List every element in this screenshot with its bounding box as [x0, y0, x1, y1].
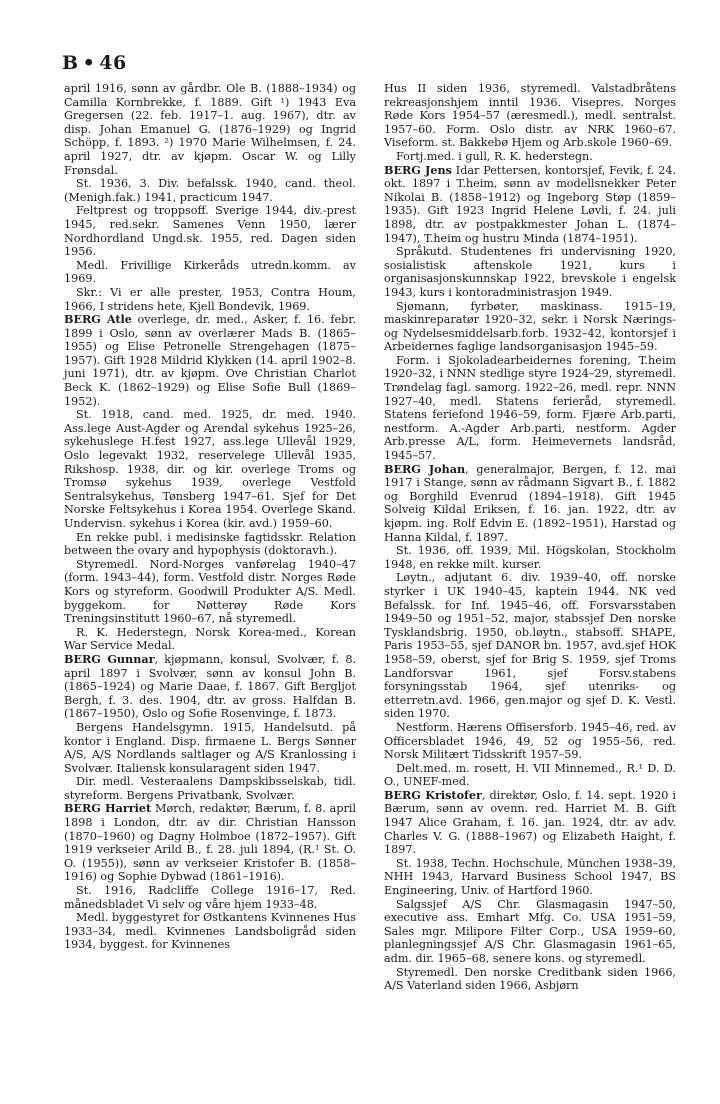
paragraph-text: St. 1936, off. 1939, Mil. Högskolan, Stockholm 1948, en rekke milt. kurser.	[384, 544, 676, 571]
paragraph	[384, 721, 676, 762]
paragraph-text: R. K. Hederstegn, Norsk Korea-med., Korean War Service Medal.	[64, 625, 356, 653]
paragraph	[64, 286, 356, 313]
paragraph-text: , kjøpmann, konsul, Svolvær, f. 8. april 1897 i Svolvær, sønn av konsul John B. (1865–1924) og Marie Daae, f. 1867. Gift Bergljot Bergh, f. 3. des. 1904, dtr. av gross. Halfdan B. (1867–1950), Oslo og Sofie Rosenvinge, f. 1873.	[64, 652, 356, 721]
paragraph-text: St. 1916, Radcliffe College 1916–17, Red. månedsbladet Vi selv og våre hjem 1933–48.	[64, 884, 356, 911]
entry-name: BERG Gunnar	[64, 651, 155, 666]
paragraph-text: Sjømann, fyrbøter, maskinass. 1915–19, maskinreparatør 1920–32, sekr. i Norsk Nærings- og Nydelsesmiddelsarb.forb. 1932–42, kontorsjef i Arbeidernes faglige landsorganisasjon 1945–59.	[384, 299, 676, 354]
paragraph-text: Skr.: Vi er alle prester, 1953, Contra Houm, 1966, I stridens hete, Kjell Bondevik, 1969.	[64, 285, 356, 313]
page-number: 46	[99, 52, 127, 74]
paragraph-text: Feltprest og troppsoff. Sverige 1944, div.-prest 1945, red.sekr. Samenes Venn 1950, lærer Nordhordland Ungd.sk. 1955, red. Dagen siden 1956.	[64, 204, 356, 259]
entry-name: BERG Johan	[384, 461, 466, 476]
paragraph-text: Styremedl. Den norske Creditbank siden 1966, A/S Vaterland siden 1966, Asbjørn	[384, 965, 676, 993]
paragraph	[384, 300, 676, 354]
paragraph	[64, 259, 356, 286]
paragraph-text: Dir. medl. Vesteraalens Dampskibsselskab, tidl. styreform. Bergens Privatbank, Svolvær.	[64, 775, 356, 802]
paragraph-text: Nestform. Hærens Offisersforb. 1945–46, red. av Officersbladet 1946, 49, 52 og 1955–56, red. Norsk Militært Tidsskrift 1957–59.	[384, 720, 676, 762]
paragraph	[384, 544, 676, 571]
page-header	[62, 52, 127, 74]
paragraph-text: St. 1918, cand. med. 1925, dr. med. 1940. Ass.lege Aust-Agder og Arendal sykehus 1925–26, sykehuslege H.fest 1927, ass.lege Ullevål 1929, Oslo legevakt 1932, reservelege Ullevål 1935, Rikshosp. 1938, dir. og kir. overlege Troms og Tromsø sykehus 1939, overlege Vestfold Sentralsykehus, Tønsberg 1947–61. Sjef for Det Norske Feltsykehus i Korea 1954. Overlege Skand. Undervisn. sykehus i Korea (kir. avd.) 1959–60.	[64, 408, 356, 530]
paragraph	[384, 245, 676, 299]
biography-entry	[384, 463, 676, 545]
paragraph-text: Medl. byggestyret for Østkantens Kvinnenes Hus 1933–34, medl. Kvinnenes Landsboligråd siden 1934, byggest. for Kvinnenes	[64, 911, 356, 952]
paragraph-text: Delt.med. m. rosett, H. VII Minnemed., R.¹ D. D. O., UNEF-med.	[384, 761, 676, 789]
biography-entry	[64, 653, 356, 721]
left-column	[64, 82, 356, 952]
section-letter: B	[62, 52, 79, 74]
entry-name: BERG Harriet	[64, 801, 152, 816]
paragraph-text: Hus II siden 1936, styremedl. Valstadbråtens rekreasjonshjem inntil 1936. Visepres. Norges Røde Kors 1954–57 (æresmedl.), medl. sentralst. 1957–60. Form. Oslo distr. av NRK 1960–67. Viseform. st. Bakkebø Hjem og Arb.skole 1960–69.	[384, 82, 676, 150]
paragraph-text: Styremedl. Nord-Norges vanførelag 1940–47 (form. 1943–44), form. Vestfold distr. Norges Røde Kors og styreform. Goodwill Produkter A/S. Medl. byggekom. for Nøtterøy Røde Kors Treningsinstitutt 1960–67, nå styremedl.	[64, 557, 356, 626]
paragraph-text: april 1916, sønn av gårdbr. Ole B. (1888–1934) og Camilla Kornbrekke, f. 1889. Gift ¹) 1943 Eva Gregersen (22. feb. 1917–1. aug. 1967), dtr. av disp. Johan Emanuel G. (1876–1929) og Ingrid Schöpp, f. 1893. ²) 1970 Marie Wilhelmsen, f. 24. april 1927, dtr. av kjøpm. Oscar W. og Lilly Frønsdal.	[64, 82, 356, 177]
paragraph	[384, 857, 676, 898]
paragraph-text: Fortj.med. i gull, R. K. hederstegn.	[396, 149, 593, 163]
biography-entry	[64, 313, 356, 408]
paragraph-text: , direktør, Oslo, f. 14. sept. 1920 i Bærum, sønn av ovenn. red. Harriet M. B. Gift 1947 Alice Graham, f. 16. jan. 1924, dtr. av adv. Charles V. G. (1888–1967) og Elizabeth Haight, f. 1897.	[384, 788, 676, 857]
paragraph	[384, 898, 676, 966]
paragraph-text: Medl. Frivillige Kirkeråds utredn.komm. av 1969.	[64, 258, 356, 286]
paragraph	[64, 177, 356, 204]
paragraph-text: Mørch, redaktør, Bærum, f. 8. april 1898 i London, dtr. av dir. Christian Hansson (1870–1960) og Dagny Holmboe (1872–1957). Gift 1919 verkseier Arild B., f. 28. juli 1894, (R.¹ St. O. O. (1955)), sønn av verkseier Kristofer B. (1858–1916) og Sophie Dybwad (1861–1916).	[64, 802, 356, 884]
right-column	[384, 82, 676, 993]
paragraph	[384, 150, 676, 164]
paragraph	[384, 82, 676, 150]
paragraph	[64, 408, 356, 530]
paragraph	[64, 531, 356, 558]
biography-entry	[384, 164, 676, 246]
paragraph	[64, 558, 356, 626]
biography-entry	[64, 802, 356, 884]
header-separator: •	[82, 52, 96, 74]
paragraph-text: Bergens Handelsgymn. 1915, Handelsutd. på kontor i England. Disp. firmaene L. Bergs Sønner A/S, A/S Nordlands saltlager og A/S Kranlossing i Svolvær. Italiensk konsularagent siden 1947.	[64, 720, 356, 775]
entry-name: BERG Atle	[64, 312, 132, 327]
paragraph-text: En rekke publ. i medisinske fagtidsskr. Relation between the ovary and hypophysis (doktoravh.).	[64, 530, 356, 558]
paragraph	[64, 204, 356, 258]
paragraph	[384, 762, 676, 789]
entry-name: BERG Kristofer	[384, 787, 482, 802]
paragraph	[64, 911, 356, 952]
paragraph	[64, 626, 356, 653]
paragraph-text: Salgssjef A/S Chr. Glasmagasin 1947–50, executive ass. Emhart Mfg. Co. USA 1951–59, Sales mgr. Milipore Filter Corp., USA 1959–60, planlegningssjef A/S Chr. Glasmagasin 1961–65, adm. dir. 1965–68, senere kons. og styremedl.	[384, 897, 676, 965]
paragraph-text: Form. i Sjokoladearbeidernes forening, T.heim 1920–32, i NNN stedlige styre 1924–29, styremedl. Trøndelag fagl. samorg. 1922–26, medl. repr. NNN 1927–40, medl. Statens ferieråd, styremedl. Statens feriefond 1946–59, form. Fjære Arb.parti, nestform. A.-Agder Arb.parti, nestform. Agder Arb.presse A/L, form. Heimevernets landsråd, 1945–57.	[384, 353, 676, 463]
paragraph-text: Idar Pettersen, kontorsjef, Fevik, f. 24. okt. 1897 i T.heim, sønn av modellsnekker Peter Nikolai B. (1858–1912) og Ingeborg Støp (1859–1935). Gift 1923 Ingrid Helene Løvli, f. 24. juli 1898, dtr. av postpakkmester Johan L. (1874–1947), T.heim og hustru Minda (1874–1951).	[384, 163, 677, 245]
biography-entry	[384, 789, 676, 857]
paragraph	[64, 884, 356, 911]
paragraph-text: Løytn., adjutant 6. div. 1939–40, off. norske styrker i UK 1940–45, kaptein 1944. NK ved Befalssk. for Inf. 1945–46, off. Forsvarsstaben 1949–50 og 1951–52, major, stabssjef Den norske Tysklandsbrig. 1950, ob.løytn., stabsoff. SHAPE, Paris 1953–55, sjef DANOR bn. 1957, avd.sjef HOK 1958–59, oberst, sjef for Brig S. 1959, sjef Troms Landforsvar 1961, sjef Forsv.stabens forsyningsstab 1964, sjef utenriks- og etterretn.avd. 1966, gen.major og sjef D. K. Vestl. siden 1970.	[384, 571, 676, 721]
paragraph-text: overlege, dr. med., Asker, f. 16. febr. 1899 i Oslo, sønn av overlærer Mads B. (1865–1955) og Elise Petronelle Strengehagen (1875–1957). Gift 1928 Mildrid Klykken (14. april 1902–8. juni 1971), dtr. av kjøpm. Ove Christian Charlot Beck K. (1862–1929) og Elise Sofie Bull (1869–1952).	[64, 313, 356, 408]
paragraph-text: Språkutd. Studentenes fri undervisning 1920, sosialistisk aftenskole 1921, kurs i organisasjonskunnskap 1922, brevskole i engelsk 1943, kurs i kontoradministrasjon 1949.	[384, 245, 676, 299]
paragraph	[64, 82, 356, 177]
paragraph	[64, 721, 356, 775]
paragraph	[64, 775, 356, 802]
paragraph	[384, 571, 676, 721]
paragraph	[384, 354, 676, 463]
entry-name: BERG Jens	[384, 162, 452, 177]
paragraph	[384, 966, 676, 993]
paragraph-text: St. 1938, Techn. Hochschule, München 1938–39, NHH 1943, Harvard Business School 1947, BS Engineering, Univ. of Hartford 1960.	[384, 856, 676, 898]
paragraph-text: , generalmajor, Bergen, f. 12. mai 1917 i Stange, sønn av rådmann Sigvart B., f. 1882 og Borghild Evenrud (1894–1918). Gift 1945 Solveig Kildal Eriksen, f. 16. jan. 1922, dtr. av kjøpm. ing. Rolf Edvin E. (1892–1951), Harstad og Hanna Kildal, f. 1897.	[384, 462, 676, 544]
paragraph-text: St. 1936, 3. Div. befalssk. 1940, cand. theol. (Menigh.fak.) 1941, practicum 1947.	[64, 177, 356, 204]
